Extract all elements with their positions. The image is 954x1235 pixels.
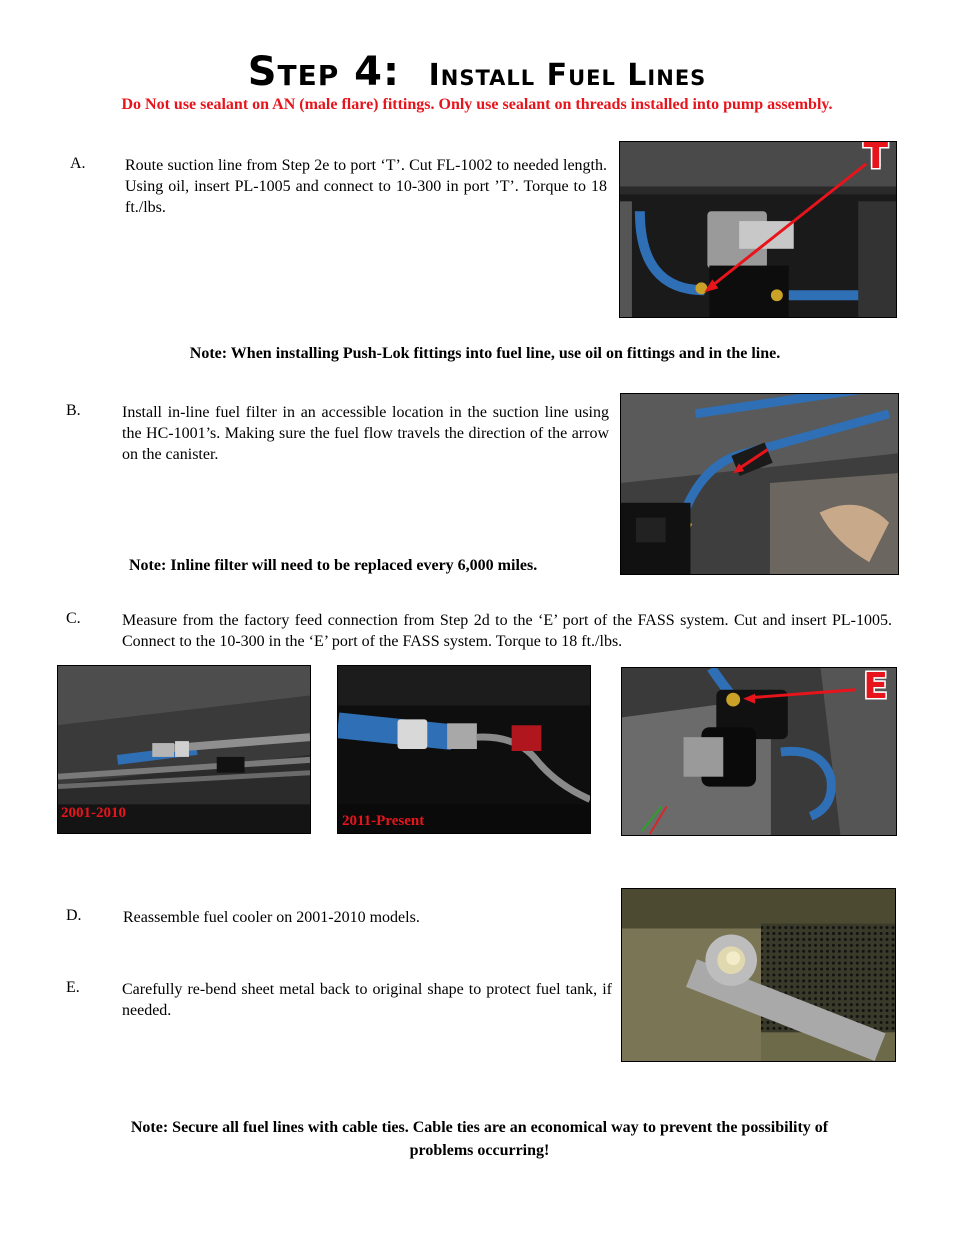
year-label-late: 2011-Present xyxy=(342,813,425,829)
photo-wrench xyxy=(621,888,896,1062)
port-e-label: E xyxy=(863,667,888,707)
photo-feed-2001-2010 xyxy=(57,665,311,834)
sealant-warning: Do Not use sealant on AN (male flare) fittings. Only use sealant on threads installed into pump assembly. xyxy=(121,96,833,113)
step-b-letter: B. xyxy=(66,402,81,419)
photo-inline-filter xyxy=(620,393,899,575)
step-d-text: Reassemble fuel cooler on 2001-2010 models. xyxy=(123,909,420,926)
step-e-letter: E. xyxy=(66,979,80,996)
step-d-letter: D. xyxy=(66,907,82,924)
step-c-letter: C. xyxy=(66,610,81,627)
photo-port-e xyxy=(621,667,897,836)
note-push-lok: Note: When installing Push-Lok fittings into fuel line, use oil on fittings and in the line. xyxy=(189,345,781,362)
note-cable-ties: Note: Secure all fuel lines with cable ties. Cable ties are an economical way to prevent the possibility of problems occurring! xyxy=(130,1119,829,1159)
step-a-letter: A. xyxy=(70,155,86,172)
note-filter: Note: Inline filter will need to be replaced every 6,000 miles. xyxy=(129,557,538,574)
port-t-label: T xyxy=(863,141,888,177)
step-e-text: Carefully re-bend sheet metal back to original shape to protect fuel tank, if needed. xyxy=(122,981,612,1019)
step-a-text: Route suction line from Step 2e to port ‘T’. Cut FL-1002 to needed length. Using oil, insert PL-1005 and connect to 10-300 in port ’T’. Torque to 18 ft./lbs. xyxy=(125,157,607,216)
photo-port-t xyxy=(619,141,897,318)
step-title: Install Fuel Lines xyxy=(428,58,707,93)
step-c-text: Measure from the factory feed connection from Step 2d to the ‘E’ port of the FASS system. Cut and insert PL-1005. Connect to the 10-300 in the ‘E’ port of the FASS system. Torque to 18 ft./lbs. xyxy=(122,612,892,650)
page-title xyxy=(0,49,954,95)
step-number: Step 4: xyxy=(247,49,400,95)
year-label-early: 2001-2010 xyxy=(61,805,126,821)
step-b-text: Install in-line fuel filter in an accessible location in the suction line using the HC-1001’s. Making sure the fuel flow travels the direction of the arrow on the canister. xyxy=(122,404,609,463)
photo-feed-2011-present xyxy=(337,665,591,834)
